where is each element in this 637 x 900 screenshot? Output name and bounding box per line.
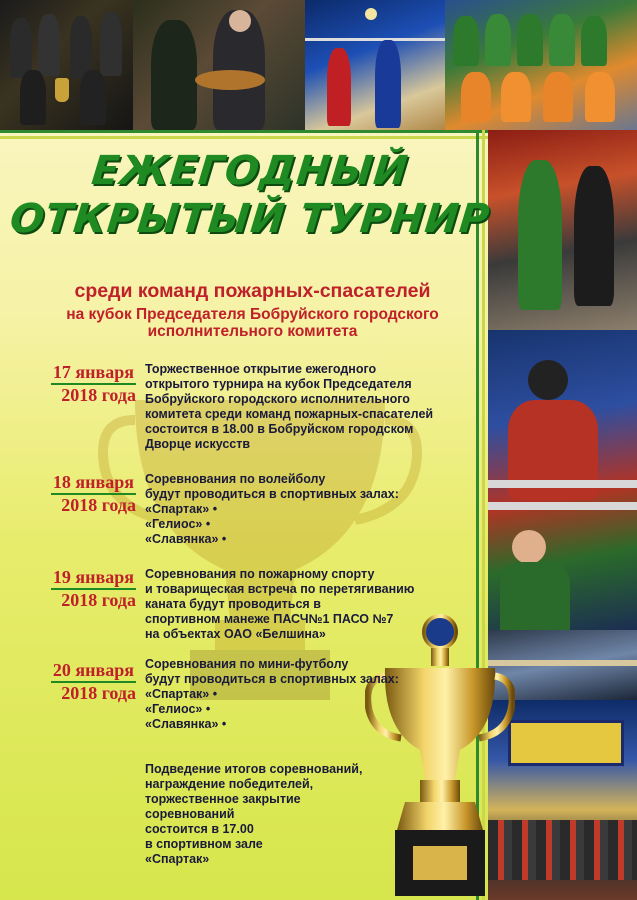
photo-football-team: [445, 0, 637, 130]
event-description: [145, 362, 485, 452]
event-year: 2018 года: [61, 590, 136, 610]
photo-ceremony: [133, 0, 305, 130]
event-day: 19 января: [51, 567, 136, 590]
top-photo-strip: [0, 0, 637, 130]
event-text-line: Торжественное открытие ежегодного: [145, 362, 377, 376]
closing-description: [145, 762, 385, 867]
event-description: [145, 567, 485, 642]
event-description: [145, 657, 485, 732]
closing-text-line: в спортивном зале: [145, 837, 263, 851]
event-text-line: «Спартак» •: [145, 687, 218, 701]
event-text-line: «Славянка» •: [145, 717, 227, 731]
event-date: [18, 567, 136, 611]
event-text-line: каната будут проводиться в: [145, 597, 321, 611]
subtitle-teams: среди команд пожарных-спасателей: [74, 280, 431, 302]
photo-futsal-match: [488, 130, 637, 330]
closing-text-line: награждение победителей,: [145, 777, 314, 791]
event-text-line: Соревнования по волейболу: [145, 472, 326, 486]
event-day: 17 января: [51, 362, 136, 385]
closing-text-line: соревнований: [145, 807, 235, 821]
title-line-1: ЕЖЕГОДНЫЙ: [89, 148, 411, 194]
event-text-line: «Спартак» •: [145, 502, 218, 516]
closing-text-line: состоится в 17.00: [145, 822, 254, 836]
event-text-line: Дворце искусств: [145, 437, 251, 451]
event-date: [18, 660, 136, 704]
subtitle-cup-line: на кубок Председателя Бобруйского городского: [66, 306, 439, 323]
photo-volleyball: [305, 0, 445, 130]
event-text-line: будут проводиться в спортивных залах:: [145, 487, 399, 501]
event-day: 18 января: [51, 472, 136, 495]
event-text-line: «Гелиос» •: [145, 702, 211, 716]
closing-text-line: Подведение итогов соревнований,: [145, 762, 363, 776]
event-text-line: состоится в 18.00 в Бобруйском городском: [145, 422, 414, 436]
event-text-line: на объектах ОАО «Белшина»: [145, 627, 326, 641]
photo-fire-sport: [488, 330, 637, 630]
event-text-line: комитета среди команд пожарных-спасателей: [145, 407, 434, 421]
subtitle-cup-line: исполнительного комитета: [147, 323, 358, 340]
event-text-line: открытого турнира на кубок Председателя: [145, 377, 412, 391]
event-text-line: Бобруйского городского исполнительного: [145, 392, 410, 406]
event-date: [18, 472, 136, 516]
event-text-line: спортивном манеже ПАСЧ№1 ПАСО №7: [145, 612, 394, 626]
event-year: 2018 года: [61, 495, 136, 515]
closing-text-line: «Спартак»: [145, 852, 210, 866]
event-text-line: будут проводиться в спортивных залах:: [145, 672, 399, 686]
event-text-line: и товарищеская встреча по перетягиванию: [145, 582, 415, 596]
event-year: 2018 года: [61, 385, 136, 405]
closing-text-line: торжественное закрытие: [145, 792, 301, 806]
event-text-line: Соревнования по мини-футболу: [145, 657, 349, 671]
event-year: 2018 года: [61, 683, 136, 703]
event-text-line: Соревнования по пожарному спорту: [145, 567, 375, 581]
event-description: [145, 472, 485, 547]
subtitle-cup: [0, 306, 505, 340]
title-line-2: ОТКРЫТЫЙ ТУРНИР: [7, 196, 493, 242]
photo-award-team: [0, 0, 133, 130]
trophy-cup: [365, 610, 515, 900]
event-day: 20 января: [51, 660, 136, 683]
event-text-line: «Славянка» •: [145, 532, 227, 546]
event-text-line: «Гелиос» •: [145, 517, 211, 531]
event-date: [18, 362, 136, 406]
